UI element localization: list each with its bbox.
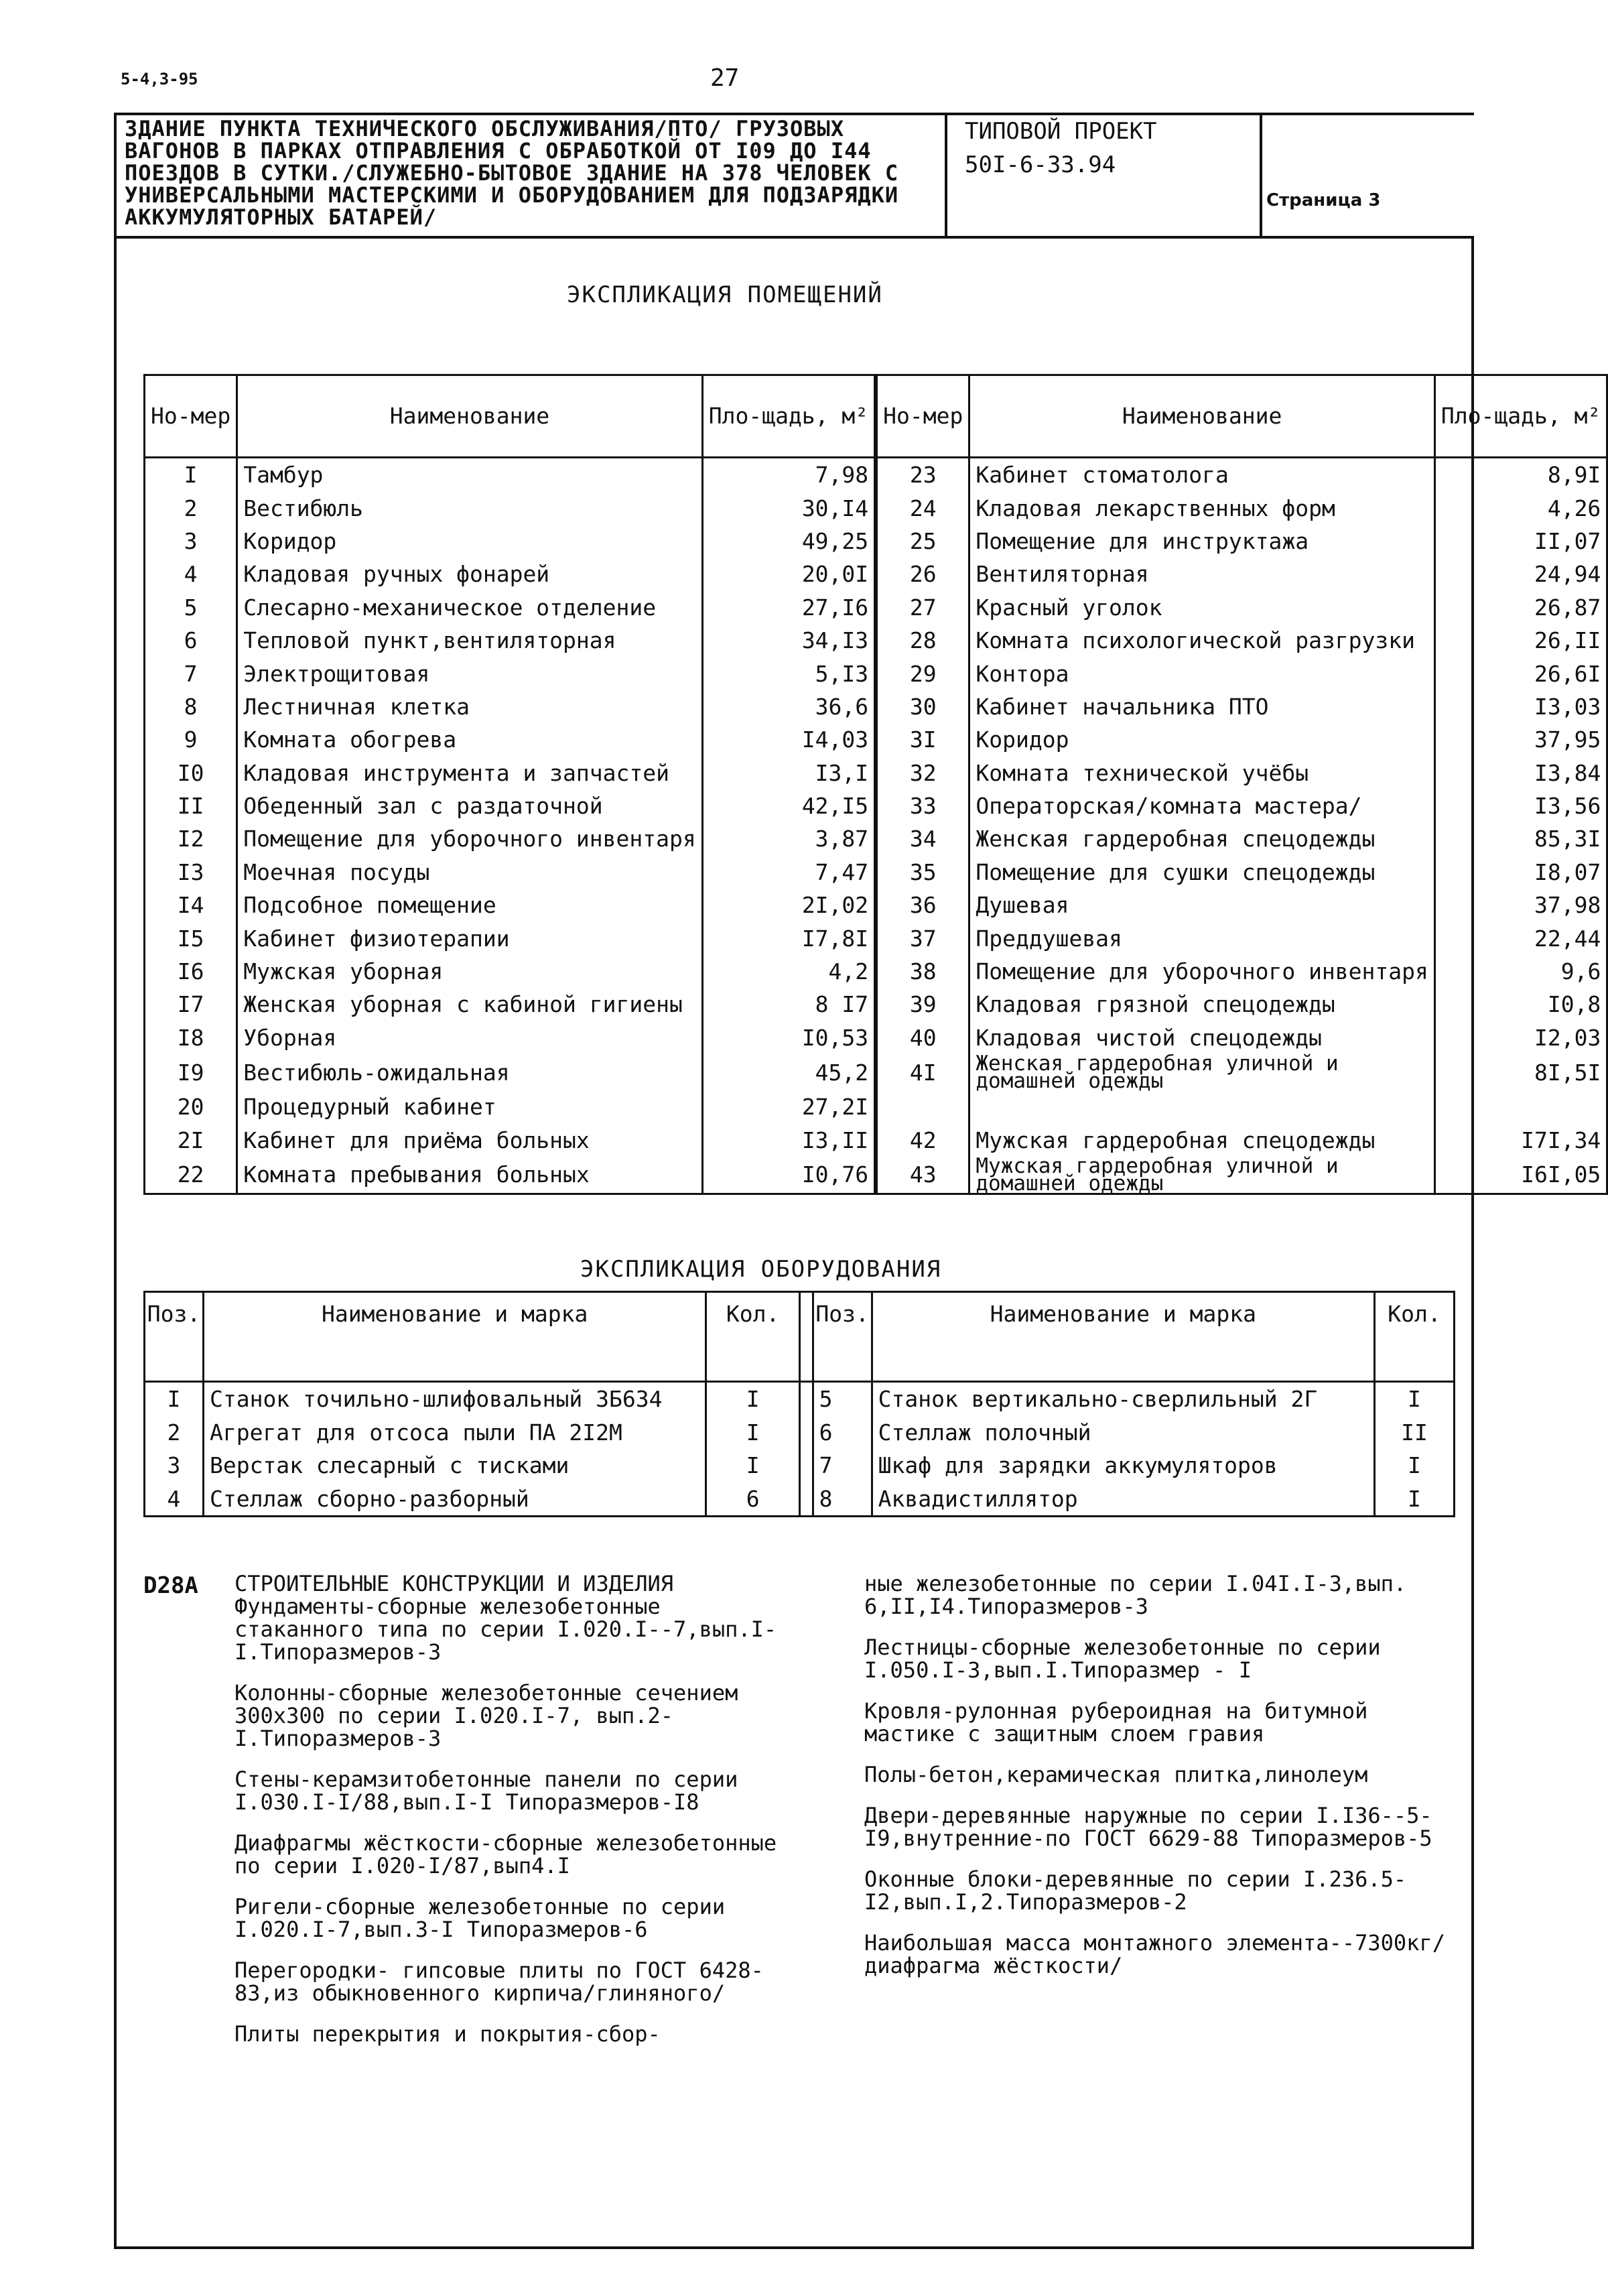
room-number: 22	[145, 1157, 237, 1194]
room-area: I0,8	[1434, 988, 1607, 1021]
room-number: 24	[877, 491, 969, 524]
construction-item: Оконные блоки-деревянные по серии I.236.5-I2,вып.I,2.Типоразмеров-2	[864, 1866, 1407, 1915]
room-number: 23	[877, 458, 969, 492]
room-area: 49,25	[702, 525, 874, 558]
room-area: 24,94	[1434, 558, 1607, 590]
room-name: Помещение для уборочного инвентаря	[237, 822, 703, 855]
room-number: I2	[145, 822, 237, 855]
equipment-name: Агрегат для отсоса пыли ПА 2I2М	[203, 1416, 706, 1450]
construction-item: Лестницы-сборные железобетонные по серии I.050.I-3,вып.I.Типоразмер - I	[864, 1635, 1381, 1683]
room-number: 30	[877, 690, 969, 723]
room-number: 33	[877, 789, 969, 822]
title-divider	[945, 113, 947, 239]
room-name: Кладовая чистой спецодежды	[969, 1021, 1435, 1054]
room-area: I3,II	[702, 1123, 874, 1156]
room-area: I7,8I	[702, 921, 874, 954]
room-name: Преддушевая	[969, 921, 1435, 954]
page-label: Страница 3	[1266, 190, 1381, 210]
room-area: 37,98	[1434, 889, 1607, 921]
room-number: 2	[145, 491, 237, 524]
table-row	[145, 458, 1607, 492]
equipment-position: 7	[813, 1449, 872, 1482]
table-row	[145, 657, 1607, 690]
room-area: I8,07	[1434, 856, 1607, 889]
room-number: I9	[145, 1054, 237, 1090]
room-name: Женская гардеробная уличной и домашней одежды	[969, 1054, 1435, 1090]
table-row	[145, 1157, 1607, 1194]
room-area: 45,2	[702, 1054, 874, 1090]
room-number: 28	[877, 624, 969, 657]
room-number: 3I	[877, 723, 969, 756]
equipment-quantity: II	[1374, 1416, 1454, 1450]
room-number: 43	[877, 1157, 969, 1194]
rooms-heading: ЭКСПЛИКАЦИЯ ПОМЕЩЕНИЙ	[567, 281, 883, 308]
room-area	[1434, 1090, 1607, 1123]
construction-item: Наибольшая масса монтажного элемента--7300кг/диафрагма жёсткости/	[864, 1930, 1445, 1978]
room-number: 27	[877, 591, 969, 624]
room-name	[969, 1090, 1435, 1123]
table-row	[145, 525, 1607, 558]
room-area: 42,I5	[702, 789, 874, 822]
room-name: Слесарно-механическое отделение	[237, 591, 703, 624]
room-area: I3,I	[702, 757, 874, 789]
room-name: Мужская гардеробная спецодежды	[969, 1123, 1435, 1156]
room-name: Кладовая ручных фонарей	[237, 558, 703, 590]
equipment-col-pos: Поз.	[813, 1292, 872, 1382]
room-number: 4I	[877, 1054, 969, 1090]
room-area: 8 I7	[702, 988, 874, 1021]
room-name: Комната пребывания больных	[237, 1157, 703, 1194]
room-area: I0,53	[702, 1021, 874, 1054]
table-row	[145, 955, 1607, 988]
room-number: I3	[145, 856, 237, 889]
construction-item: СТРОИТЕЛЬНЫЕ КОНСТРУКЦИИ И ИЗДЕЛИЯ Фундаменты-сборные железобетонные стаканного типа по серии I.020.I--7,вып.I-I.Типоразмеров-3	[234, 1571, 777, 1665]
table-row	[145, 789, 1607, 822]
equipment-col-name: Наименование и марка	[872, 1292, 1374, 1382]
table-row	[145, 822, 1607, 855]
construction-item: ные железобетонные по серии I.04I.I-3,вып. 6,II,I4.Типоразмеров-3	[864, 1571, 1407, 1619]
room-name: Подсобное помещение	[237, 889, 703, 921]
room-area: 8,9I	[1434, 458, 1607, 492]
room-area: 22,44	[1434, 921, 1607, 954]
construction-item: Диафрагмы жёсткости-сборные железобетонные по серии I.020-I/87,вып4.I	[234, 1830, 777, 1878]
room-name: Помещение для инструктажа	[969, 525, 1435, 558]
document-code: 5-4,3-95	[121, 70, 198, 88]
equipment-quantity: I	[1374, 1449, 1454, 1482]
document-title: ЗДАНИЕ ПУНКТА ТЕХНИЧЕСКОГО ОБСЛУЖИВАНИЯ/ПТО/ ГРУЗОВЫХ ВАГОНОВ В ПАРКАХ ОТПРАВЛЕНИЯ С ОБРАБОТКОЙ ОТ I09 ДО I44 ПОЕЗДОВ В СУТКИ./СЛУЖЕБНО-БЫТОВОЕ ЗДАНИЕ НА 378 ЧЕЛОВЕК С УНИВЕРСАЛЬНЫМИ МАСТЕРСКИМИ И ОБОРУДОВАНИЕМ ДЛЯ ПОДЗАРЯДКИ АККУМУЛЯТОРНЫХ БАТАРЕЙ/	[125, 116, 899, 230]
room-name: Тепловой пункт,вентиляторная	[237, 624, 703, 657]
room-area: 34,I3	[702, 624, 874, 657]
table-row	[145, 1482, 1455, 1517]
construction-item: Плиты перекрытия и покрытия-сбор-	[234, 2021, 661, 2047]
table-row	[145, 1449, 1455, 1482]
equipment-quantity: I	[706, 1449, 800, 1482]
room-area: 26,II	[1434, 624, 1607, 657]
room-number: I0	[145, 757, 237, 789]
construction-item: Двери-деревянные наружные по серии I.I36--5-I9,внутренние-по ГОСТ 6629-88 Типоразмеров-5	[864, 1803, 1432, 1851]
construction-right-column	[864, 1572, 1467, 1995]
room-area: I3,56	[1434, 789, 1607, 822]
equipment-position: 8	[813, 1482, 872, 1517]
room-area: 3,87	[702, 822, 874, 855]
room-name: Вентиляторная	[969, 558, 1435, 590]
room-number: 7	[145, 657, 237, 690]
rooms-col-name: Наименование	[237, 375, 703, 458]
room-name: Мужская уборная	[237, 955, 703, 988]
room-number: 26	[877, 558, 969, 590]
room-area: I3,84	[1434, 757, 1607, 789]
rooms-col-name: Наименование	[969, 375, 1435, 458]
room-area: 4,2	[702, 955, 874, 988]
room-number: 34	[877, 822, 969, 855]
room-number: 37	[877, 921, 969, 954]
table-row	[145, 1090, 1607, 1123]
equipment-position: 4	[145, 1482, 204, 1517]
project-code: 50I-6-33.94	[965, 151, 1116, 178]
equipment-position: I	[145, 1382, 204, 1416]
room-number: 3	[145, 525, 237, 558]
project-label: ТИПОВОЙ ПРОЕКТ	[965, 118, 1157, 145]
table-row	[145, 757, 1607, 789]
rooms-col-area: Пло-щадь, м²	[1434, 375, 1607, 458]
table-row	[145, 558, 1607, 590]
room-number: 39	[877, 988, 969, 1021]
equipment-table	[143, 1291, 1455, 1517]
room-name: Коридор	[969, 723, 1435, 756]
room-number: 29	[877, 657, 969, 690]
room-number: 40	[877, 1021, 969, 1054]
equipment-gap-cell	[800, 1416, 813, 1450]
equipment-quantity: 6	[706, 1482, 800, 1517]
room-number: II	[145, 789, 237, 822]
table-row	[145, 591, 1607, 624]
room-area: 26,6I	[1434, 657, 1607, 690]
room-name: Обеденный зал с раздаточной	[237, 789, 703, 822]
room-area: 5,I3	[702, 657, 874, 690]
equipment-position: 5	[813, 1382, 872, 1416]
room-name: Красный уголок	[969, 591, 1435, 624]
room-name: Душевая	[969, 889, 1435, 921]
equipment-heading: ЭКСПЛИКАЦИЯ ОБОРУДОВАНИЯ	[580, 1256, 942, 1283]
room-area: I0,76	[702, 1157, 874, 1194]
room-number: 35	[877, 856, 969, 889]
equipment-col-qty: Кол.	[706, 1292, 800, 1382]
construction-item: Колонны-сборные железобетонные сечением 300х300 по серии I.020.I-7, вып.2-I.Типоразмеров-3	[234, 1680, 738, 1751]
room-area: I6I,05	[1434, 1157, 1607, 1194]
room-area: 20,0I	[702, 558, 874, 590]
table-row	[145, 1123, 1607, 1156]
room-area: 2I,02	[702, 889, 874, 921]
equipment-position: 2	[145, 1416, 204, 1450]
room-area: 36,6	[702, 690, 874, 723]
equipment-col-qty: Кол.	[1374, 1292, 1454, 1382]
room-number: I4	[145, 889, 237, 921]
construction-item: Полы-бетон,керамическая плитка,линолеум	[864, 1762, 1368, 1787]
equipment-col-pos: Поз.	[145, 1292, 204, 1382]
room-number: 8	[145, 690, 237, 723]
table-row	[145, 889, 1607, 921]
equipment-name: Станок вертикально-сверлильный 2Г	[872, 1382, 1374, 1416]
room-area: 4,26	[1434, 491, 1607, 524]
room-area: 37,95	[1434, 723, 1607, 756]
equipment-quantity: I	[1374, 1482, 1454, 1517]
room-number: 32	[877, 757, 969, 789]
room-number: 4	[145, 558, 237, 590]
table-row	[145, 1021, 1607, 1054]
room-area: I3,03	[1434, 690, 1607, 723]
room-area: 85,3I	[1434, 822, 1607, 855]
room-number: I7	[145, 988, 237, 1021]
room-area: II,07	[1434, 525, 1607, 558]
table-row	[145, 1416, 1455, 1450]
table-row	[145, 690, 1607, 723]
room-name: Коридор	[237, 525, 703, 558]
room-name: Комната психологической разгрузки	[969, 624, 1435, 657]
room-area: 7,47	[702, 856, 874, 889]
room-number: 38	[877, 955, 969, 988]
room-name: Женская уборная с кабиной гигиены	[237, 988, 703, 1021]
room-name: Кабинет начальника ПТО	[969, 690, 1435, 723]
room-area: 7,98	[702, 458, 874, 492]
room-name: Моечная посуды	[237, 856, 703, 889]
equipment-name: Шкаф для зарядки аккумуляторов	[872, 1449, 1374, 1482]
room-name: Вестибюль-ожидальная	[237, 1054, 703, 1090]
room-area: 27,I6	[702, 591, 874, 624]
equipment-name: Верстак слесарный с тисками	[203, 1449, 706, 1482]
room-number: I5	[145, 921, 237, 954]
room-name: Комната обогрева	[237, 723, 703, 756]
equipment-name: Аквадистиллятор	[872, 1482, 1374, 1517]
construction-item: Ригели-сборные железобетонные по серии I.020.I-7,вып.3-I Типоразмеров-6	[234, 1894, 726, 1942]
room-name: Мужская гардеробная уличной и домашней одежды	[969, 1157, 1435, 1194]
equipment-gap	[800, 1292, 813, 1382]
page-number: 27	[710, 64, 740, 92]
table-row	[145, 491, 1607, 524]
room-number: 9	[145, 723, 237, 756]
room-area: I2,03	[1434, 1021, 1607, 1054]
room-number: 36	[877, 889, 969, 921]
title-divider	[1260, 113, 1262, 239]
room-area: I4,03	[702, 723, 874, 756]
room-number: I6	[145, 955, 237, 988]
equipment-quantity: I	[706, 1382, 800, 1416]
room-name: Помещение для уборочного инвентаря	[969, 955, 1435, 988]
construction-left-column	[234, 1572, 784, 2063]
room-name: Контора	[969, 657, 1435, 690]
construction-code: D28A	[143, 1572, 198, 1599]
equipment-gap-cell	[800, 1449, 813, 1482]
rooms-col-num: Но-мер	[145, 375, 237, 458]
room-area: 30,I4	[702, 491, 874, 524]
construction-item: Перегородки- гипсовые плиты по ГОСТ 6428-83,из обыкновенного кирпича/глиняного/	[234, 1958, 764, 2006]
room-area: 26,87	[1434, 591, 1607, 624]
room-name: Электрощитовая	[237, 657, 703, 690]
equipment-quantity: I	[1374, 1382, 1454, 1416]
room-number: I8	[145, 1021, 237, 1054]
room-name: Кабинет для приёма больных	[237, 1123, 703, 1156]
room-name: Комната технической учёбы	[969, 757, 1435, 789]
equipment-name: Станок точильно-шлифовальный 3Б634	[203, 1382, 706, 1416]
room-number: 42	[877, 1123, 969, 1156]
room-name: Уборная	[237, 1021, 703, 1054]
room-name: Операторская/комната мастера/	[969, 789, 1435, 822]
equipment-name: Стеллаж сборно-разборный	[203, 1482, 706, 1517]
room-number	[877, 1090, 969, 1123]
construction-item: Стены-керамзитобетонные панели по серии I.030.I-I/88,вып.I-I Типоразмеров-I8	[234, 1767, 738, 1815]
room-name: Кладовая инструмента и запчастей	[237, 757, 703, 789]
equipment-position: 3	[145, 1449, 204, 1482]
room-number: 6	[145, 624, 237, 657]
room-number: I	[145, 458, 237, 492]
construction-item: Кровля-рулонная рубероидная на битумной мастике с защитным слоем гравия	[864, 1698, 1368, 1746]
room-number: 2I	[145, 1123, 237, 1156]
equipment-col-name: Наименование и марка	[203, 1292, 706, 1382]
room-area: 8I,5I	[1434, 1054, 1607, 1090]
room-name: Кладовая грязной спецодежды	[969, 988, 1435, 1021]
room-name: Женская гардеробная спецодежды	[969, 822, 1435, 855]
table-row	[145, 921, 1607, 954]
room-area: I7I,34	[1434, 1123, 1607, 1156]
rooms-col-num: Но-мер	[877, 375, 969, 458]
room-name: Вестибюль	[237, 491, 703, 524]
room-number: 5	[145, 591, 237, 624]
rooms-col-area: Пло-щадь, м²	[702, 375, 874, 458]
room-area: 27,2I	[702, 1090, 874, 1123]
room-area: 9,6	[1434, 955, 1607, 988]
room-name: Помещение для сушки спецодежды	[969, 856, 1435, 889]
table-row	[145, 1382, 1455, 1416]
room-name: Процедурный кабинет	[237, 1090, 703, 1123]
equipment-quantity: I	[706, 1416, 800, 1450]
equipment-position: 6	[813, 1416, 872, 1450]
room-number: 25	[877, 525, 969, 558]
equipment-name: Стеллаж полочный	[872, 1416, 1374, 1450]
room-number: 20	[145, 1090, 237, 1123]
rooms-table	[143, 374, 1608, 1195]
equipment-gap-cell	[800, 1382, 813, 1416]
table-row	[145, 723, 1607, 756]
room-name: Лестничная клетка	[237, 690, 703, 723]
room-name: Кабинет физиотерапии	[237, 921, 703, 954]
equipment-gap-cell	[800, 1482, 813, 1517]
table-row	[145, 624, 1607, 657]
table-row	[145, 988, 1607, 1021]
room-name: Кабинет стоматолога	[969, 458, 1435, 492]
table-row	[145, 1054, 1607, 1090]
room-name: Тамбур	[237, 458, 703, 492]
room-name: Кладовая лекарственных форм	[969, 491, 1435, 524]
table-row	[145, 856, 1607, 889]
